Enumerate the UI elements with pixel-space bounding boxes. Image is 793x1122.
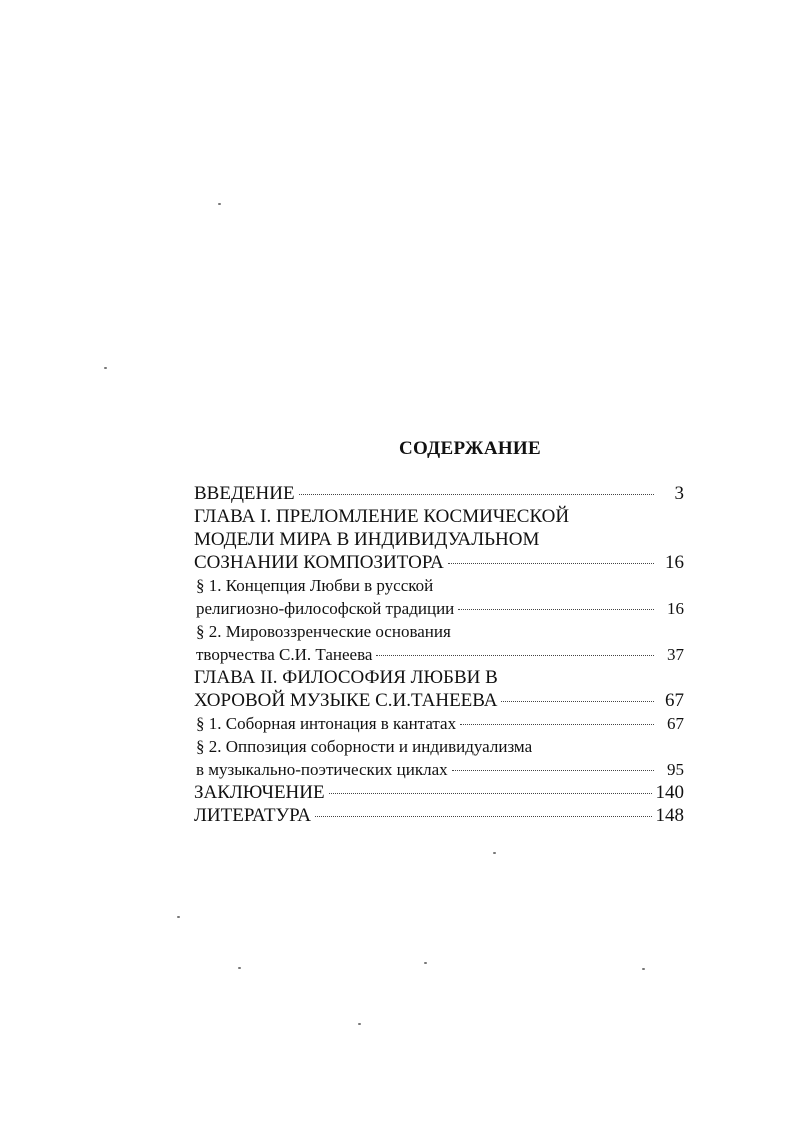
scan-speck [358,1023,361,1025]
dot-leader [458,609,654,610]
toc-entry-text: религиозно-философской традиции [196,599,455,618]
toc-entry-text: МОДЕЛИ МИРА В ИНДИВИДУАЛЬНОМ [194,529,540,550]
toc-page-number: 16 [665,552,684,573]
toc-entry-line [194,689,684,712]
toc-entry-line [194,643,684,666]
scan-speck [493,852,496,854]
scan-speck [238,967,241,969]
dot-leader [460,724,654,725]
toc-entry-text: § 1. Соборная интонация в кантатах [196,714,457,733]
toc-entry-text: СОЗНАНИИ КОМПОЗИТОРА [194,552,444,573]
dot-leader [376,655,654,656]
toc-entry-text: ВВЕДЕНИЕ [194,483,295,504]
toc-entry-line [194,804,684,827]
dot-leader [452,770,654,771]
dot-leader [448,563,654,564]
toc-entry-line [194,597,684,620]
toc-entry-text: творчества С.И. Танеева [196,645,373,664]
toc-entry-line [194,758,684,781]
toc-entry-line [194,482,684,505]
scan-speck [218,203,221,205]
toc-entry-text: ГЛАВА II. ФИЛОСОФИЯ ЛЮБВИ В [194,667,498,688]
scan-speck [104,367,107,369]
toc-entry-line [194,574,684,597]
toc-page-number: 67 [667,714,684,733]
toc-entry-text: ЛИТЕРАТУРА [194,805,311,826]
toc-entry-line [194,781,684,804]
toc-entry-line [194,551,684,574]
toc-entry-text: § 2. Мировоззренческие основания [196,622,451,641]
dot-leader [299,494,654,495]
toc-page-number: 67 [665,690,684,711]
toc-title: СОДЕРЖАНИЕ [399,438,541,459]
toc-entry-text: ХОРОВОЙ МУЗЫКЕ С.И.ТАНЕЕВА [194,690,498,711]
toc-page-number: 3 [674,483,684,504]
toc-entry-text: в музыкально-поэтических циклах [196,760,448,779]
toc-entry-text: ГЛАВА I. ПРЕЛОМЛЕНИЕ КОСМИЧЕСКОЙ [194,506,570,527]
scan-speck [177,916,180,918]
toc-page-number: 37 [667,645,684,664]
toc-entry-text: § 1. Концепция Любви в русской [196,576,434,595]
toc-page-number: 148 [655,805,684,826]
toc-entry-text: § 2. Оппозиция соборности и индивидуализма [196,737,533,756]
toc-page-number: 140 [655,782,684,803]
scan-speck [424,962,427,964]
dot-leader [501,701,654,702]
toc-page-number: 95 [667,760,684,779]
table-of-contents [194,482,684,827]
toc-page-number: 16 [667,599,684,618]
toc-entry-line [194,735,684,758]
dot-leader [315,816,652,817]
toc-entry-line [194,712,684,735]
toc-entry-text: ЗАКЛЮЧЕНИЕ [194,782,325,803]
toc-entry-line [194,620,684,643]
dot-leader [329,793,652,794]
toc-entry-line [194,505,684,528]
scan-speck [642,968,645,970]
toc-entry-line [194,528,684,551]
toc-entry-line [194,666,684,689]
